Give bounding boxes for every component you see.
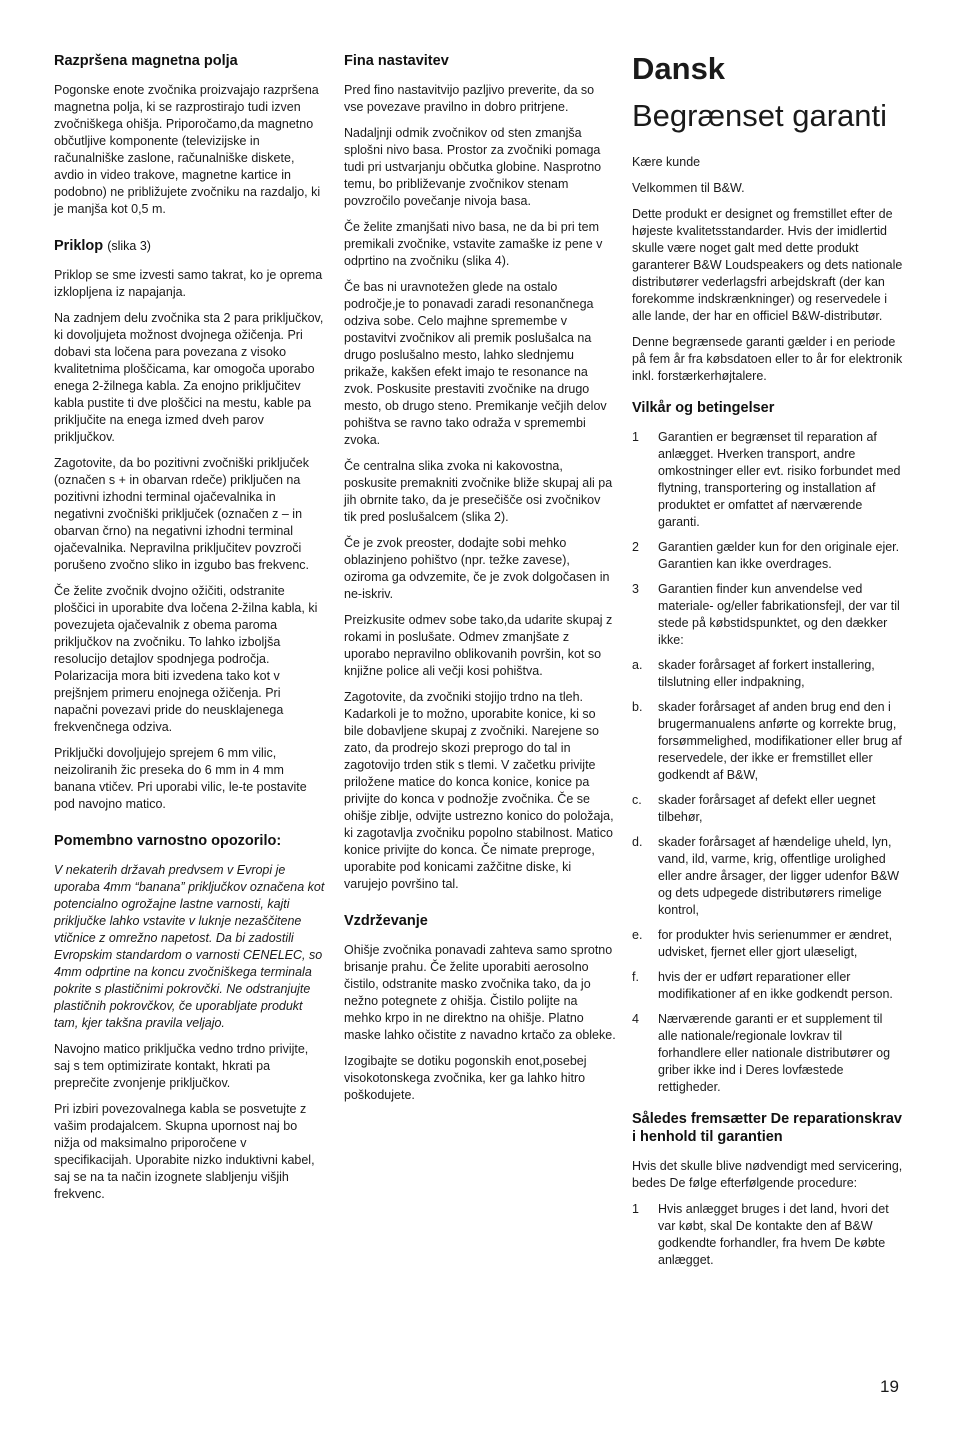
terms-list: [632, 429, 904, 1096]
list-item-text: skader forårsaget af defekt eller uegnet tilbehør,: [658, 793, 876, 824]
list-item-marker: e.: [632, 928, 643, 942]
paragraph: Pred fino nastavitvijo pazljivo preverite, da so vse povezave pravilno in dobro pritrjene.: [344, 83, 595, 114]
list-item-marker: 1: [632, 430, 639, 444]
list-item-text: Garantien er begrænset til reparation af anlægget. Hverken transport, andre omkostninger eller evt. risiko forbundet med flytning, transportering og installation af produktet er omfattet af nærværende garanti.: [658, 430, 901, 529]
list-item: [632, 927, 904, 961]
list-item-marker: b.: [632, 700, 643, 714]
list-item-marker: f.: [632, 970, 639, 984]
language-heading: Dansk: [632, 51, 726, 86]
paragraph: Dette produkt er designet og fremstillet efter de højeste kvalitetsstandarder. Hvis der imidlertid skulle være noget galt med dette produkt garanterer B&W Loudspeakers og dets nationale distributører vederlagsfri arbejdskraft (der kan forekomme indskrænkninger) og reservedele i alle lande, der har en officiel B&W-distributør.: [632, 207, 903, 323]
column-slovenian-right: [344, 52, 616, 1113]
list-item-text: Garantien finder kun anvendelse ved materiale- og/eller fabrikationsfejl, der var til stede på købstidspunktet, og den dækker ikke:: [658, 582, 900, 647]
paragraph: Denne begrænsede garanti gælder i en periode på fem år fra købsdatoen eller to år for elektronik inkl. forstærkerhøjtalere.: [632, 335, 903, 383]
list-item-text: hvis der er udført reparationer eller modifikationer af en ikke godkendt person.: [658, 970, 893, 1001]
list-item-marker: 1: [632, 1202, 639, 1216]
paragraph: Če je zvok preoster, dodajte sobi mehko oblazinjeno pohištvo (npr. težke zavese), oziroma ga odvzemite, če je zvok dolgočasen in ne-iskriv.: [344, 536, 610, 601]
list-item: [632, 699, 904, 784]
list-item: [632, 429, 904, 531]
list-item-text: Garantien gælder kun for den originale ejer. Garantien kan ikke overdrages.: [658, 540, 900, 571]
claims-list: [632, 1201, 904, 1269]
page-title: Begrænset garanti: [632, 98, 888, 133]
paragraph: Ohišje zvočnika ponavadi zahteva samo sprotno brisanje prahu. Če želite uporabiti aerosolno čistilo, odstranite masko zvočnika tako, da jo nežno potegnete z ohišja. Čistilo polijte na mehko krpo in ne direktno na ohišje. Platno maske lahko očistite z navadno krtačo za obleke.: [344, 943, 616, 1042]
page-number: 19: [880, 1377, 899, 1396]
list-item: [632, 1201, 904, 1269]
paragraph-italic-warning: V nekaterih državah predvsem v Evropi je uporaba 4mm “banana” priključkov označena kot potencialno ogrožajne lastne varnosti, kajti priključke lahko vstavite v luknje nezaščitene vtičnice z omrežno napetost. Da bi zadostili Evropskim standardom o varnosti CENELEC, so 4mm odprtine na koncu zvočniškega terminala pokrite s plastičnimi pokrovčki. Ne odstranjujte plastičnih pokrovčkov, če uporabljate produkt tam, kjer takšna pravila veljajo.: [54, 863, 325, 1030]
paragraph: Kære kunde: [632, 155, 701, 169]
list-item: [632, 969, 904, 1003]
heading-connection-figure-ref: (slika 3): [107, 239, 151, 253]
paragraph: Na zadnjem delu zvočnika sta 2 para priključkov, ki dovoljujeta možnost dvojnega ožičenja. Pri dobavi sta ločena para povezana z visoko kvalitetnima ploščicama, kar omogoča uporabo enega 2-žilnega kabla. Za enojno priključitev kabla pustite ti dve ploščici na mestu, kable pa priključite na enega izmed dveh parov priključkov.: [54, 311, 324, 444]
list-item-marker: a.: [632, 658, 643, 672]
paragraph: Hvis det skulle blive nødvendigt med servicering, bedes De følge efterfølgende procedure:: [632, 1159, 903, 1190]
list-item-marker: d.: [632, 835, 643, 849]
heading-maintenance: Vzdrževanje: [344, 913, 428, 929]
paragraph: Navojno matico priključka vedno trdno privijte, saj s tem optimizirate kontakt, hkrati pa preprečite zvonjenje priključkov.: [54, 1042, 309, 1090]
list-item-text: skader forårsaget af hændelige uheld, lyn, vand, ild, varme, krig, offentlige urolighed eller andre årsager, der ligger udenfor B&W og dets udpegede distributørers rimelige kontrol,: [658, 835, 900, 917]
paragraph: Izogibajte se dotiku pogonskih enot,posebej visokotonskega zvočnika, ker ga lahko hitro poškodujete.: [344, 1054, 587, 1102]
heading-magnetic-fields: Razpršena magnetna polja: [54, 53, 238, 69]
list-item: [632, 581, 904, 649]
heading-terms: Vilkår og betingelser: [632, 400, 775, 416]
paragraph: Če centralna slika zvoka ni kakovostna, poskusite premakniti zvočnike bliže skupaj ali pa jih obrnite tako, da je presečišče osi zvočnikov tik pred poslušalcem (slika 2).: [344, 459, 613, 524]
paragraph: Preizkusite odmev sobe tako,da udarite skupaj z rokami in poslušate. Odmev zmanjšate z uporabo nepravilno oblikovanih površin, kot so knjižne police ali večji kosi pohištva.: [344, 613, 613, 678]
paragraph: Priključki dovoljujejo sprejem 6 mm vilic, neizoliranih žic preseka do 6 mm in 4 mm banana vtičev. Pri uporabi vilic, le-te postavite pod navojno matico.: [54, 746, 307, 811]
paragraph: Velkommen til B&W.: [632, 181, 745, 195]
paragraph: Če želite zvočnik dvojno ožičiti, odstranite ploščici in uporabite dva ločena 2-žilna kabla, ki povezujeta ojačevalnik z obema paroma priključkov na zvočniku. To lahko izboljša resolucijo detajlov spodnjega področja. Polarizacija mora biti izvedena tako kot v prejšnjem primeru enojnega ožičenja. Pri napačni povezavi pride do neusklajenega frekvenčnega odziva.: [54, 584, 318, 734]
column-slovenian-left: [54, 52, 326, 1212]
list-item-marker: 2: [632, 540, 639, 554]
list-item: [632, 539, 904, 573]
heading-claims: Således fremsætter De reparationskrav i henhold til garantien: [632, 1111, 902, 1145]
list-item-marker: 3: [632, 582, 639, 596]
list-item-text: Nærværende garanti er et supplement til alle nationale/regionale lovkrav til forhandlere eller nationale distributører og griber ikke ind i Deres lovfæstede rettigheder.: [658, 1012, 891, 1094]
list-item-text: skader forårsaget af anden brug end den i brugermanualens anførte og korrekte brug, forsømmelighed, modifikationer eller brug af reservedele, der ikke er fremstillet eller godkendt af B&W,: [658, 700, 902, 782]
paragraph: Zagotovite, da bo pozitivni zvočniški priključek (označen s + in obarvan rdeče) priključen na pozitivni izhodni terminal ojačevalnika in negativni zvočniški priključek (označen z – in obarvan črno) na negativni izhodni terminal ojačevalnika. Nepravilna priključitev povzroči porušeno zvočno sliko in izgubo bas frekvenc.: [54, 456, 310, 572]
paragraph: Zagotovite, da zvočniki stojijo trdno na tleh. Kadarkoli je to možno, uporabite konice, ki so bile dobavljene skupaj z zvočniki. Narejene so zato, da prodrejo skozi preprogo do tal in zagotovijo trden stik s tlemi. V začetku privijte priložene matice do konca konice, konice pa privijte do konca v podnožje zvočnika. Če se ohišje ziblje, odvijte ustrezno konico do položaja, ki zagotavlja zvočniku popolno stabilnost. Matico konice privijte do konca. Če nimate preproge, uporabite pod konicami zažčitne diske, ki varujejo površino tal.: [344, 690, 614, 891]
heading-connection-label: Priklop: [54, 238, 104, 254]
paragraph: Pogonske enote zvočnika proizvajajo razpršena magnetna polja, ki se razprostirajo tudi izven zvočniškega ohišja. Priporočamo,da magnetno občutljive komponente (televizijske in računalniške zaslone, računalniške diskete, avdio in video trakove, magnetne kartice in podobno) ne približujete zvočniku na razdaljo, ki je manjša kot 0,5 m.: [54, 83, 321, 216]
paragraph: Pri izbiri povezovalnega kabla se posvetujte z vašim prodajalcem. Skupna upornost naj bo nižja od maksimalno priporočene v specifikacijah. Uporabite nizko induktivni kabel, saj se na ta način izognete slabljenju višjih frekvenc.: [54, 1102, 315, 1201]
heading-fine-tuning: Fina nastavitev: [344, 53, 449, 69]
list-item-marker: c.: [632, 793, 642, 807]
list-item: [632, 1011, 904, 1096]
list-item-text: skader forårsaget af forkert installering, tilslutning eller indpakning,: [658, 658, 875, 689]
heading-connection: [54, 237, 326, 255]
list-item: [632, 657, 904, 691]
list-item-text: for produkter hvis serienummer er ændret, udvisket, fjernet eller gjort ulæseligt,: [658, 928, 893, 959]
column-danish-warranty: [632, 52, 904, 1277]
list-item-text: Hvis anlægget bruges i det land, hvori det var købt, skal De kontakte den af B&W godkendte forhandler, fra hvem De købte anlægget.: [658, 1202, 889, 1267]
paragraph: Priklop se sme izvesti samo takrat, ko je oprema izklopljena iz napajanja.: [54, 268, 323, 299]
list-item-marker: 4: [632, 1012, 639, 1026]
paragraph: Če bas ni uravnotežen glede na ostalo področje,je to ponavadi zaradi resonančnega odziva sobe. Celo majhne spremembe v postavitvi zvočnikov ali premik poslušalca na drugo poslušalno mesto, lahko slednjemu prikaže, kakšen efekt imajo te resonance na zvok. Poskusite prestaviti zvočnike na drugo mesto, ob drugo steno. Premikanje večjih delov pohištva se ravno tako odraža v spremembi zvoka.: [344, 280, 607, 447]
list-item: [632, 834, 904, 919]
heading-safety-warning: Pomembno varnostno opozorilo:: [54, 833, 282, 849]
paragraph: Če želite zmanjšati nivo basa, ne da bi pri tem premikali zvočnike, vstavite zamaške iz pene v odprtino na zvočniku (slika 4).: [344, 220, 603, 268]
paragraph: Nadaljnji odmik zvočnikov od sten zmanjša splošni nivo basa. Prostor za zvočniki pomaga tudi pri ustvarjanju občutka globine. Nasprotno temu, bo približevanje zvočnikov stenam povzročilo povečanje nivoja basa.: [344, 126, 602, 208]
list-item: [632, 792, 904, 826]
